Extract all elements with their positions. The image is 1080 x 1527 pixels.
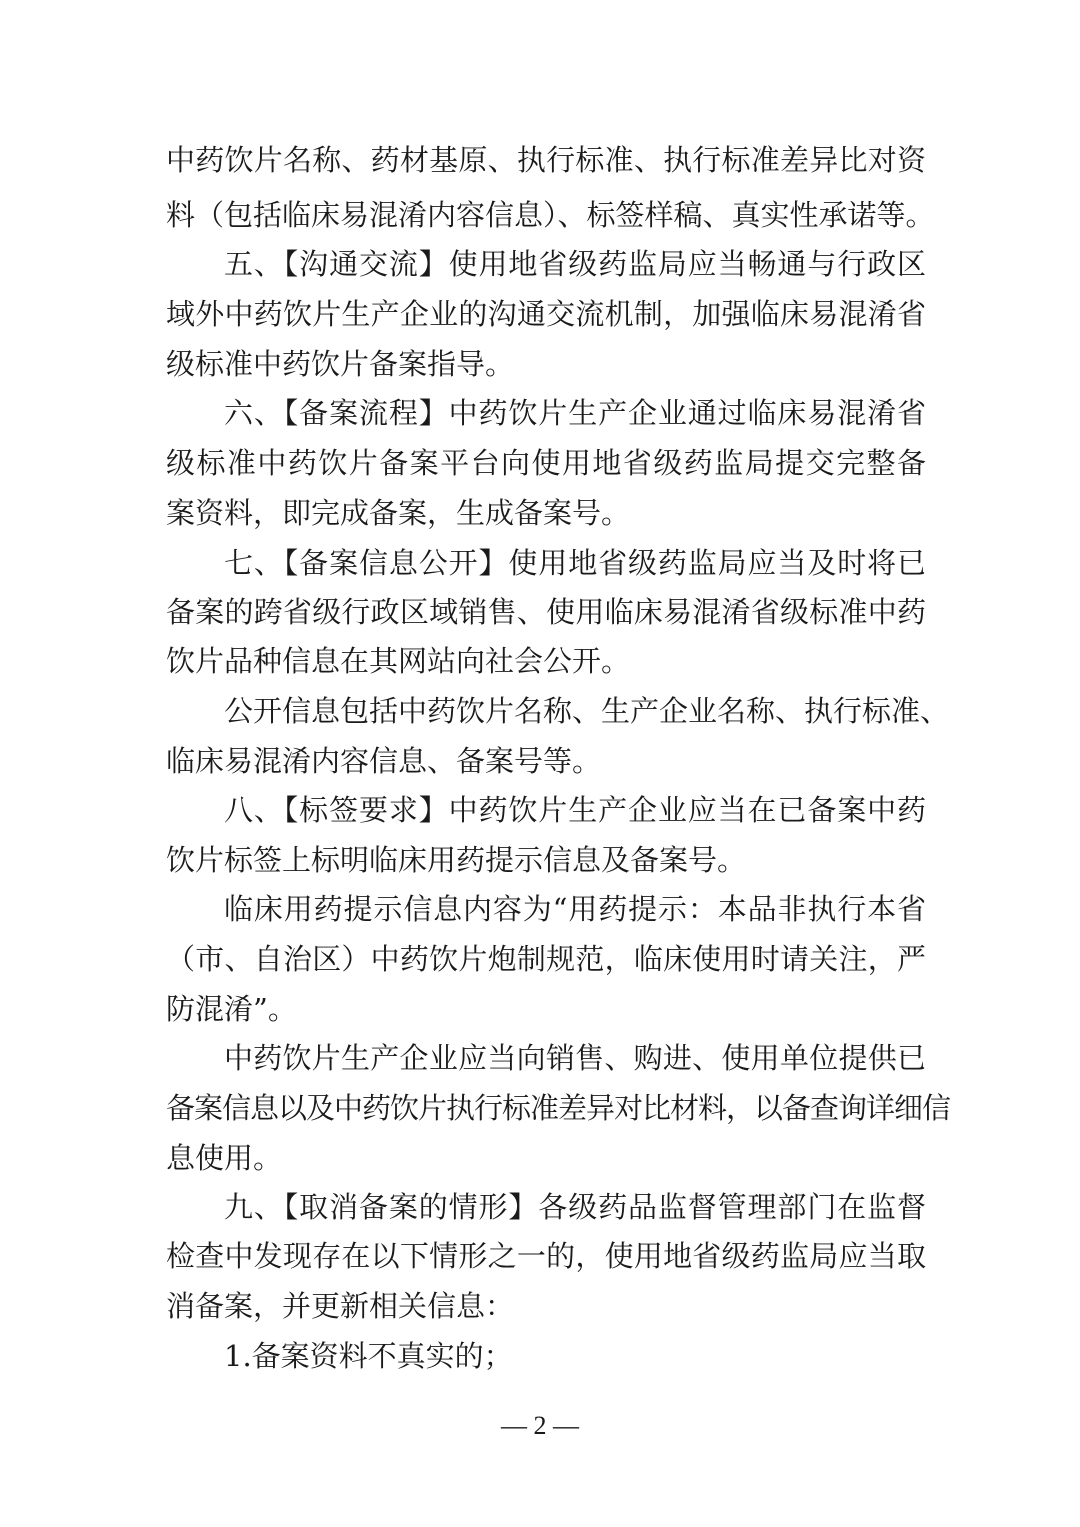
text-line: 饮片品种信息在其网站向社会公开。	[166, 644, 631, 678]
section-heading-line: 五、【沟通交流】使用地省级药监局应当畅通与行政区	[224, 247, 926, 281]
page-number: — 2 —	[501, 1411, 579, 1440]
text-line: 级标准中药饮片备案平台向使用地省级药监局提交完整备	[166, 446, 926, 480]
text-line: 防混淆”。	[166, 992, 297, 1026]
section-heading-line: 九、【取消备案的情形】各级药品监督管理部门在监督	[224, 1190, 926, 1224]
list-item: 1.备案资料不真实的；	[224, 1339, 513, 1373]
text-line: 中药饮片生产企业应当向销售、购进、使用单位提供已	[224, 1041, 926, 1075]
text-line: （市、自治区）中药饮片炮制规范，临床使用时请关注，严	[166, 942, 926, 976]
section-heading-line: 六、【备案流程】中药饮片生产企业通过临床易混淆省	[224, 396, 926, 430]
section-heading-line: 七、【备案信息公开】使用地省级药监局应当及时将已	[224, 546, 926, 580]
text-line: 息使用。	[166, 1141, 283, 1175]
text-line: 检查中发现存在以下情形之一的，使用地省级药监局应当取	[166, 1239, 926, 1273]
text-line: 临床易混淆内容信息、备案号等。	[166, 744, 602, 778]
text-line: 域外中药饮片生产企业的沟通交流机制，加强临床易混淆省	[166, 297, 926, 331]
section-heading-line: 八、【标签要求】中药饮片生产企业应当在已备案中药	[224, 793, 926, 827]
text-line: 饮片标签上标明临床用药提示信息及备案号。	[166, 843, 747, 877]
text-line: 料（包括临床易混淆内容信息）、标签样稿、真实性承诺等。	[166, 198, 935, 232]
text-line: 案资料，即完成备案，生成备案号。	[166, 496, 631, 530]
text-line: 公开信息包括中药饮片名称、生产企业名称、执行标准、	[224, 694, 950, 728]
text-line: 级标准中药饮片备案指导。	[166, 347, 515, 381]
text-line: 临床用药提示信息内容为“用药提示：本品非执行本省	[224, 892, 926, 926]
text-line: 备案的跨省级行政区域销售、使用临床易混淆省级标准中药	[166, 595, 926, 629]
text-line: 备案信息以及中药饮片执行标准差异对比材料，以备查询详细信	[166, 1091, 951, 1125]
text-line: 消备案，并更新相关信息：	[166, 1289, 515, 1323]
text-line: 中药饮片名称、药材基原、执行标准、执行标准差异比对资	[166, 143, 926, 177]
